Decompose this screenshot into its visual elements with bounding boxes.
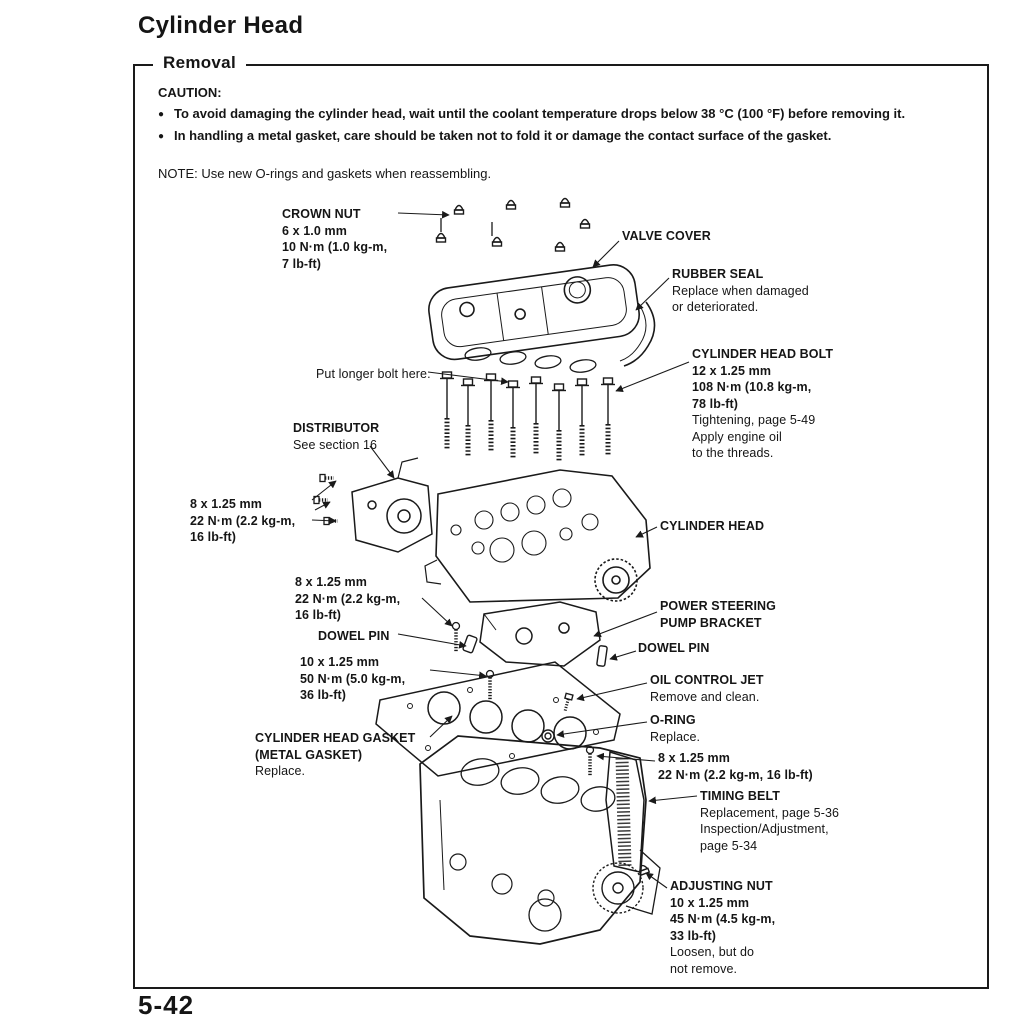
callout-cylinder-head: [660, 518, 764, 535]
timing-belt-drawing: [593, 752, 649, 913]
callout-spec: 8 x 1.25 mm: [295, 575, 367, 589]
callout-crown-nut: [282, 206, 387, 272]
valve-cover-drawing: [426, 262, 642, 362]
callout-title: DOWEL PIN: [638, 641, 710, 655]
caution-bullet-2: [158, 127, 964, 146]
callout-title: CYLINDER HEAD GASKET: [255, 731, 416, 745]
callout-note: Loosen, but do: [670, 945, 755, 959]
callout-title: POWER STEERING: [660, 599, 776, 613]
callout-adjusting-nut: [670, 878, 775, 977]
callout-spec: 7 lb-ft): [282, 256, 321, 271]
caution-bullet-1: [158, 105, 964, 124]
callout-title: DISTRIBUTOR: [293, 421, 380, 435]
callout-title: VALVE COVER: [622, 229, 711, 243]
callout-longer-bolt: [316, 366, 431, 383]
callout-title: (METAL GASKET): [255, 747, 363, 762]
callout-note: or deteriorated.: [672, 300, 759, 314]
callout-title: CROWN NUT: [282, 207, 361, 221]
callout-note: not remove.: [670, 961, 738, 976]
callout-note: Tightening, page 5-49: [692, 413, 816, 427]
callout-dowel-pin-right: [638, 640, 710, 657]
caution-bullet-text: To avoid damaging the cylinder head, wait until the coolant temperature drops below 38 °C (100 °F) before removing it.: [174, 105, 906, 121]
callout-spec: 22 N·m (2.2 kg-m,: [295, 591, 401, 606]
callout-note: Apply engine oil: [692, 429, 782, 444]
callout-title: OIL CONTROL JET: [650, 673, 764, 687]
callout-title: TIMING BELT: [700, 789, 781, 803]
callout-spec: 22 N·m (2.2 kg-m,: [190, 513, 296, 528]
callout-note: page 5-34: [700, 838, 758, 853]
crown-nuts-drawing: [437, 199, 590, 252]
rubber-seal-drawing: [620, 302, 655, 366]
callout-title: O-RING: [650, 713, 696, 727]
callout-mount-bolt: [300, 654, 405, 704]
callout-spec: 45 N·m (4.5 kg-m,: [670, 912, 776, 926]
callout-note: Replace when damaged: [672, 283, 809, 298]
distributor-drawing: [314, 458, 432, 552]
callout-note: Replace.: [255, 764, 306, 778]
callout-spec: 78 lb-ft): [692, 396, 739, 411]
callout-spec: 8 x 1.25 mm: [658, 751, 730, 765]
note-line: NOTE: Use new O-rings and gaskets when reassembling.: [158, 166, 492, 181]
callout-spec: 8 x 1.25 mm: [190, 497, 262, 511]
callout-timing-belt: [700, 788, 839, 854]
callout-cylinder-head-bolt: [692, 346, 833, 462]
callout-spec: 16 lb-ft): [295, 608, 342, 622]
section-label: Removal: [153, 53, 246, 73]
pump-bracket-drawing: [480, 602, 600, 666]
callout-title: ADJUSTING NUT: [670, 879, 773, 893]
callout-head-studs: [295, 574, 400, 624]
callout-note: Replacement, page 5-36: [700, 805, 840, 820]
page-title: Cylinder Head: [138, 12, 304, 39]
callout-spec: 33 lb-ft): [670, 928, 717, 943]
callout-spec: 36 lb-ft): [300, 688, 347, 702]
small-parts-drawing: [453, 623, 608, 777]
callout-title: DOWEL PIN: [318, 629, 390, 643]
bullet-icon: ●: [158, 108, 165, 120]
callout-dowel-pin-left: [318, 628, 390, 645]
callout-spec: 6 x 1.0 mm: [282, 223, 347, 238]
callout-rubber-seal: [672, 266, 809, 316]
callout-head-gasket: [255, 730, 415, 780]
callout-note: Remove and clean.: [650, 689, 760, 704]
callout-block-bolt: [658, 750, 813, 783]
callout-spec: 22 N·m (2.2 kg-m, 16 lb-ft): [658, 767, 813, 782]
callout-title: CYLINDER HEAD BOLT: [692, 347, 834, 361]
caution-heading: CAUTION:: [158, 85, 222, 100]
page-number: 5-42: [138, 990, 195, 1020]
callout-note: Put longer bolt here.: [316, 367, 431, 381]
callout-oil-control-jet: [650, 672, 764, 705]
callout-distributor: [293, 420, 379, 453]
caution-block: [158, 84, 964, 149]
callout-distributor-bolts: [190, 496, 295, 546]
callout-spec: 108 N·m (10.8 kg-m,: [692, 380, 812, 394]
callout-power-steering: [660, 598, 776, 631]
callout-valve-cover: [622, 228, 711, 245]
callout-title: RUBBER SEAL: [672, 267, 764, 281]
callout-title: CYLINDER HEAD: [660, 519, 765, 533]
callout-note: See section 16: [293, 437, 378, 452]
callout-note: to the threads.: [692, 446, 774, 460]
bullet-icon: ●: [158, 130, 165, 142]
callout-o-ring: [650, 712, 700, 745]
caution-bullet-text: In handling a metal gasket, care should be taken not to fold it or damage the contact surface of the gasket.: [174, 127, 832, 143]
cylinder-head-drawing: [425, 470, 650, 602]
callout-spec: 10 x 1.25 mm: [670, 895, 750, 910]
callout-note: Inspection/Adjustment,: [700, 822, 829, 836]
callout-spec: 12 x 1.25 mm: [692, 363, 772, 378]
callout-spec: 10 x 1.25 mm: [300, 655, 380, 669]
callout-spec: 16 lb-ft): [190, 530, 237, 544]
callout-spec: 50 N·m (5.0 kg-m,: [300, 671, 406, 686]
plug-holes-drawing: [464, 346, 596, 374]
callout-title: PUMP BRACKET: [660, 615, 762, 630]
callout-note: Replace.: [650, 729, 701, 744]
callout-spec: 10 N·m (1.0 kg-m,: [282, 240, 388, 254]
head-bolts-drawing: [440, 372, 615, 462]
